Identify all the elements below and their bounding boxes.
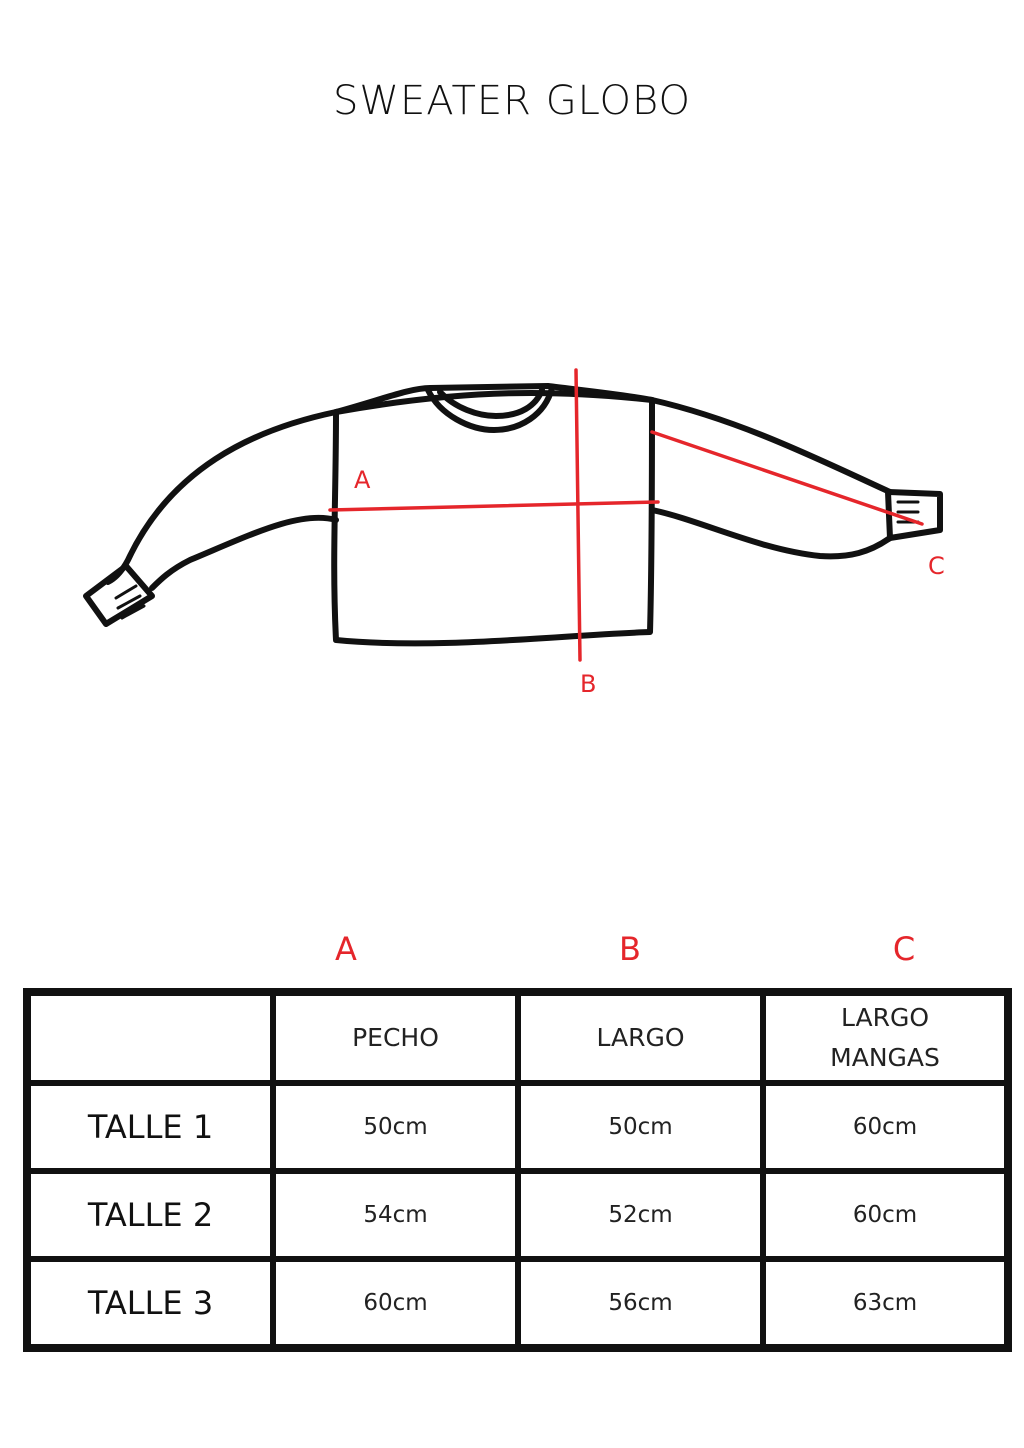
header-empty-cell xyxy=(28,993,273,1083)
cell-largo: 56cm xyxy=(518,1259,763,1347)
column-letter-b: B xyxy=(619,930,641,968)
cell-pecho: 60cm xyxy=(273,1259,518,1347)
cell-largo: 50cm xyxy=(518,1083,763,1171)
marker-c: C xyxy=(928,552,945,580)
page-title: SWEATER GLOBO xyxy=(333,78,691,124)
row-label: TALLE 2 xyxy=(28,1171,273,1259)
cell-largo-mangas: 60cm xyxy=(763,1171,1007,1259)
marker-b: B xyxy=(580,670,597,698)
sweater-outline xyxy=(86,386,940,643)
column-letter-a: A xyxy=(335,930,357,968)
cell-largo-mangas: 63cm xyxy=(763,1259,1007,1347)
row-label: TALLE 1 xyxy=(28,1083,273,1171)
measurement-lines xyxy=(330,370,922,660)
cell-largo-mangas: 60cm xyxy=(763,1083,1007,1171)
cell-pecho: 54cm xyxy=(273,1171,518,1259)
cell-largo: 52cm xyxy=(518,1171,763,1259)
cell-pecho: 50cm xyxy=(273,1083,518,1171)
left-sleeve xyxy=(108,412,336,588)
measure-line-b xyxy=(576,370,580,660)
measure-line-a xyxy=(330,502,658,510)
right-sleeve xyxy=(652,400,890,556)
header-pecho: PECHO xyxy=(273,993,518,1083)
sweater-measurement-diagram xyxy=(0,360,1024,700)
table-row xyxy=(28,1171,1007,1259)
table-row xyxy=(28,1259,1007,1347)
column-letter-c: C xyxy=(892,930,916,968)
header-largo-mangas-line1: LARGO xyxy=(840,1003,930,1032)
marker-a: A xyxy=(354,466,371,494)
size-table xyxy=(23,988,1012,1352)
header-largo-mangas-line2: MANGAS xyxy=(830,1043,940,1072)
row-label: TALLE 3 xyxy=(28,1259,273,1347)
header-largo: LARGO xyxy=(518,993,763,1083)
table-row xyxy=(28,1083,1007,1171)
table-header-row xyxy=(28,993,1007,1083)
header-largo-mangas xyxy=(763,993,1007,1083)
